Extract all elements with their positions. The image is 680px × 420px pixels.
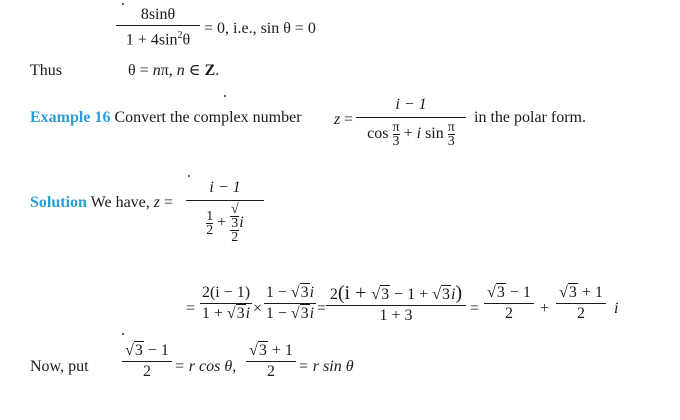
fraction-bar	[326, 305, 466, 306]
f1-denominator: 2	[143, 363, 151, 380]
example-heading	[30, 109, 302, 127]
fraction-bar	[556, 303, 606, 304]
one-half	[206, 210, 213, 237]
f3-numerator: 2(i + √3 − 1 + √3i)	[329, 282, 463, 304]
den-theta: θ	[182, 31, 191, 49]
num-tail: + 1	[267, 342, 293, 359]
line5-equals-3: =	[470, 300, 480, 317]
var-n: n	[152, 62, 161, 79]
three: 3	[392, 134, 400, 149]
example-label: Example 16	[30, 109, 111, 126]
two: 2	[231, 230, 239, 245]
thus-label: Thus	[30, 62, 62, 79]
line2-math	[128, 62, 219, 80]
radicand: 3	[236, 305, 245, 322]
pi-over-3	[448, 121, 455, 148]
pi: π,	[160, 62, 177, 79]
sin: sin	[421, 125, 444, 143]
f2-denominator: 1 − √3i	[265, 305, 315, 322]
imag-i: i	[239, 214, 244, 232]
fraction-bar	[484, 303, 534, 304]
pi: π	[447, 120, 455, 135]
imag-i: i	[309, 284, 315, 301]
example-denominator	[356, 121, 466, 148]
den-part: 1 + 4sin	[125, 31, 178, 49]
radicand: 3	[231, 216, 239, 231]
example-fraction	[356, 96, 466, 148]
line5-imag-i: i	[614, 300, 619, 317]
example-equals: =	[344, 111, 354, 128]
radicand: 3	[300, 305, 309, 322]
f5-denominator: 2	[577, 305, 585, 322]
line5-fraction-1	[200, 284, 252, 323]
line5-fraction-3	[326, 284, 466, 325]
solution-heading	[30, 194, 173, 212]
scan-dot	[122, 3, 124, 5]
den-superscript: 2	[177, 30, 183, 41]
imag-i: i	[309, 305, 315, 322]
integers-symbol: Z	[204, 62, 216, 79]
num-two: 2	[329, 286, 338, 303]
equals: =	[135, 62, 153, 79]
line5-plus: +	[540, 300, 550, 317]
scan-dot	[122, 333, 124, 335]
num-tail: − 1	[505, 284, 531, 301]
f3-denominator: 1 + 3	[379, 307, 413, 324]
radicand: 3	[381, 286, 390, 303]
one: 1	[206, 209, 214, 224]
line1-rhs: = 0, i.e., sin θ = 0	[204, 20, 316, 37]
num-part: 1 −	[265, 284, 291, 301]
scan-dot	[188, 175, 190, 177]
imag-i: i	[416, 125, 422, 143]
line1-denominator	[116, 27, 200, 49]
line1-numerator: 8sinθ	[140, 6, 176, 23]
solution-text: We have,	[90, 194, 154, 211]
example-z: z	[334, 111, 341, 128]
solution-label: Solution	[30, 194, 87, 211]
line5-fraction-5	[556, 284, 606, 323]
scan-dot	[224, 95, 226, 97]
num-tail: − 1	[143, 342, 169, 359]
radicand: 3	[134, 342, 143, 359]
root3-over-2: √ 3 2	[230, 202, 239, 245]
f2-denominator: 2	[267, 363, 275, 380]
paren-close: )	[455, 282, 463, 304]
pi-over-3	[393, 121, 400, 148]
line5-fraction-4	[484, 284, 534, 323]
pi: π	[392, 120, 400, 135]
line5-equals-1: =	[186, 300, 196, 317]
var-n: n	[176, 62, 185, 79]
line5-fraction-2	[264, 284, 316, 323]
example-tail: in the polar form.	[474, 109, 586, 126]
line5-equals-2: =	[317, 300, 327, 317]
radicand: 3	[568, 284, 577, 301]
den-part: 1 −	[265, 305, 291, 322]
fraction-bar	[246, 361, 296, 362]
theta: θ	[128, 62, 136, 79]
line6-fraction-2	[246, 342, 296, 381]
num-tail: + 1	[577, 284, 603, 301]
imag-i: i	[450, 286, 456, 303]
f4-denominator: 2	[505, 305, 513, 322]
cos: cos	[367, 125, 389, 143]
radicand: 3	[441, 286, 450, 303]
fraction-bar	[116, 25, 200, 26]
r-sin-theta: = r sin θ	[298, 358, 354, 375]
f2-numerator: 1 − √3i	[265, 284, 315, 301]
f1-numerator: 2(i − 1)	[201, 284, 251, 301]
radicand: 3	[258, 342, 267, 359]
line1-fraction	[116, 6, 200, 49]
example-text: Convert the complex number	[114, 109, 302, 126]
now-put-label: Now, put	[30, 358, 89, 375]
r-cos-theta: = r cos θ,	[174, 358, 237, 375]
example-numerator: i − 1	[395, 96, 427, 113]
three: 3	[447, 134, 455, 149]
fraction-bar	[122, 361, 172, 362]
fraction-bar	[186, 200, 264, 201]
var-z: z	[153, 194, 160, 211]
two: 2	[206, 223, 214, 238]
imag-i: i	[245, 305, 251, 322]
solution-fraction	[186, 179, 264, 244]
equals: =	[160, 194, 174, 211]
f4-numerator: √3 − 1	[487, 284, 531, 301]
radicand: 3	[496, 284, 505, 301]
radicand: 3	[300, 284, 309, 301]
f2-numerator: √3 + 1	[249, 342, 293, 359]
plus: +	[217, 214, 227, 232]
line6-fraction-1	[122, 342, 172, 381]
solution-numerator: i − 1	[209, 179, 241, 196]
den-part: 1 +	[201, 305, 227, 322]
times-sign: ×	[253, 300, 263, 317]
paren-open: (i +	[337, 282, 372, 304]
f1-denominator: 1 + √3i	[201, 305, 251, 322]
f5-numerator: √3 + 1	[559, 284, 603, 301]
element-of: ∈	[184, 62, 205, 79]
fraction-bar	[356, 117, 466, 118]
solution-denominator	[186, 203, 264, 244]
plus: +	[403, 125, 417, 143]
f1-numerator: √3 − 1	[125, 342, 169, 359]
num-part: − 1 +	[390, 286, 433, 303]
period: .	[215, 62, 220, 79]
